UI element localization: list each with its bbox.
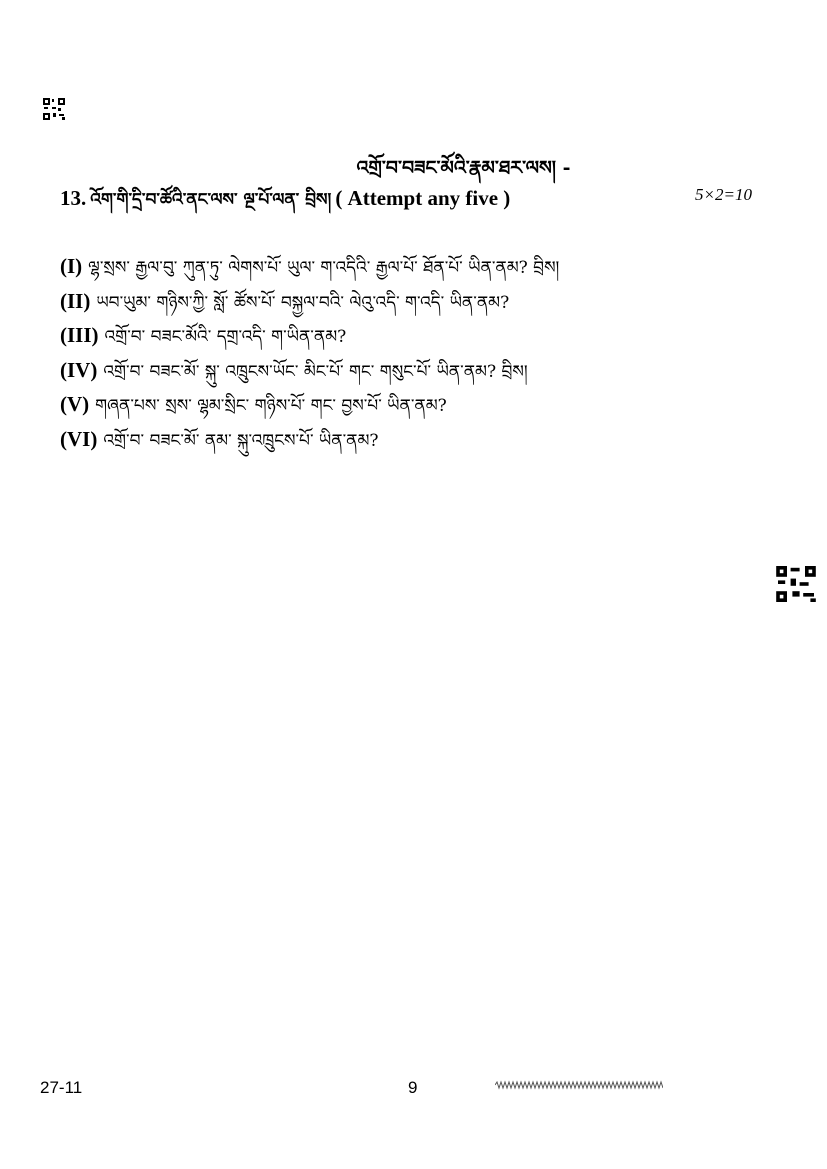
question-items <box>60 248 780 455</box>
list-item <box>60 283 780 318</box>
qr-code-icon <box>776 566 816 602</box>
item-number: (IV) <box>60 357 98 382</box>
list-item <box>60 248 780 283</box>
wavy-line-decoration <box>495 1078 663 1092</box>
list-item <box>60 421 780 456</box>
item-number: (III) <box>60 323 99 347</box>
list-item <box>60 352 780 387</box>
page-number: 9 <box>408 1078 418 1097</box>
item-text: འགྲོ་བ་ བཟང་མོ་ ནམ་ སྐུ་འཁྲུངས་པོ་ ཡིན་ནམ? <box>103 430 379 451</box>
footer-code: 27-11 <box>40 1078 83 1097</box>
item-text: ཡབ་ཡུམ་ གཉིས་ཀྱི་ སློ་ ཚོས་པོ་ བསྐྱལ་བའི་ ལེའུ་འདི་ ག་འདི་ ཡིན་ནམ? <box>96 292 510 313</box>
question-instruction: ( Attempt any five ) <box>335 186 511 210</box>
question-marks: 5×2=10 <box>695 185 752 204</box>
item-number: (VI) <box>60 426 98 451</box>
list-item <box>60 317 780 352</box>
item-text: འགྲོ་བ་ བཟང་མོ་ སྐུ་ འཁྲུངས་ཡོང་ མིང་པོ་ གང་ གསུང་པོ་ ཡིན་ནམ? བྲིས། <box>103 361 528 382</box>
question-number: 13. <box>60 186 87 210</box>
item-text: གཞན་པས་ སྲས་ ལྷམ་སྲིང་ གཉིས་པོ་ གང་ བྱས་པོ་ ཡིན་ནམ? <box>95 396 447 416</box>
item-text: ལྷ་སྲས་ རྒྱལ་བུ་ ཀུན་ཏུ་ ལེགས་པོ་ ཡུལ་ ག་འདིའི་ རྒྱལ་པོ་ ཐོན་པོ་ ཡིན་ནམ? བྲིས། <box>88 258 560 278</box>
qr-code-icon <box>43 98 65 120</box>
item-number: (V) <box>60 392 90 416</box>
item-number: (I) <box>60 254 83 278</box>
item-number: (II) <box>60 288 91 313</box>
section-title: འགྲོ་བ་བཟང་མོའི་རྣམ་ཐར་ལས། - <box>356 157 571 179</box>
item-text: འགྲོ་བ་ བཟང་མོའི་ དགྲ་འདི་ ག་ཡིན་ནམ? <box>104 327 347 347</box>
question-text: འོག་གི་དྲི་བ་ཚོའི་ནང་ལས་ ལྔ་པོ་ལན་ བྲིས། <box>90 190 332 210</box>
list-item <box>60 386 780 421</box>
question-13 <box>60 180 760 228</box>
